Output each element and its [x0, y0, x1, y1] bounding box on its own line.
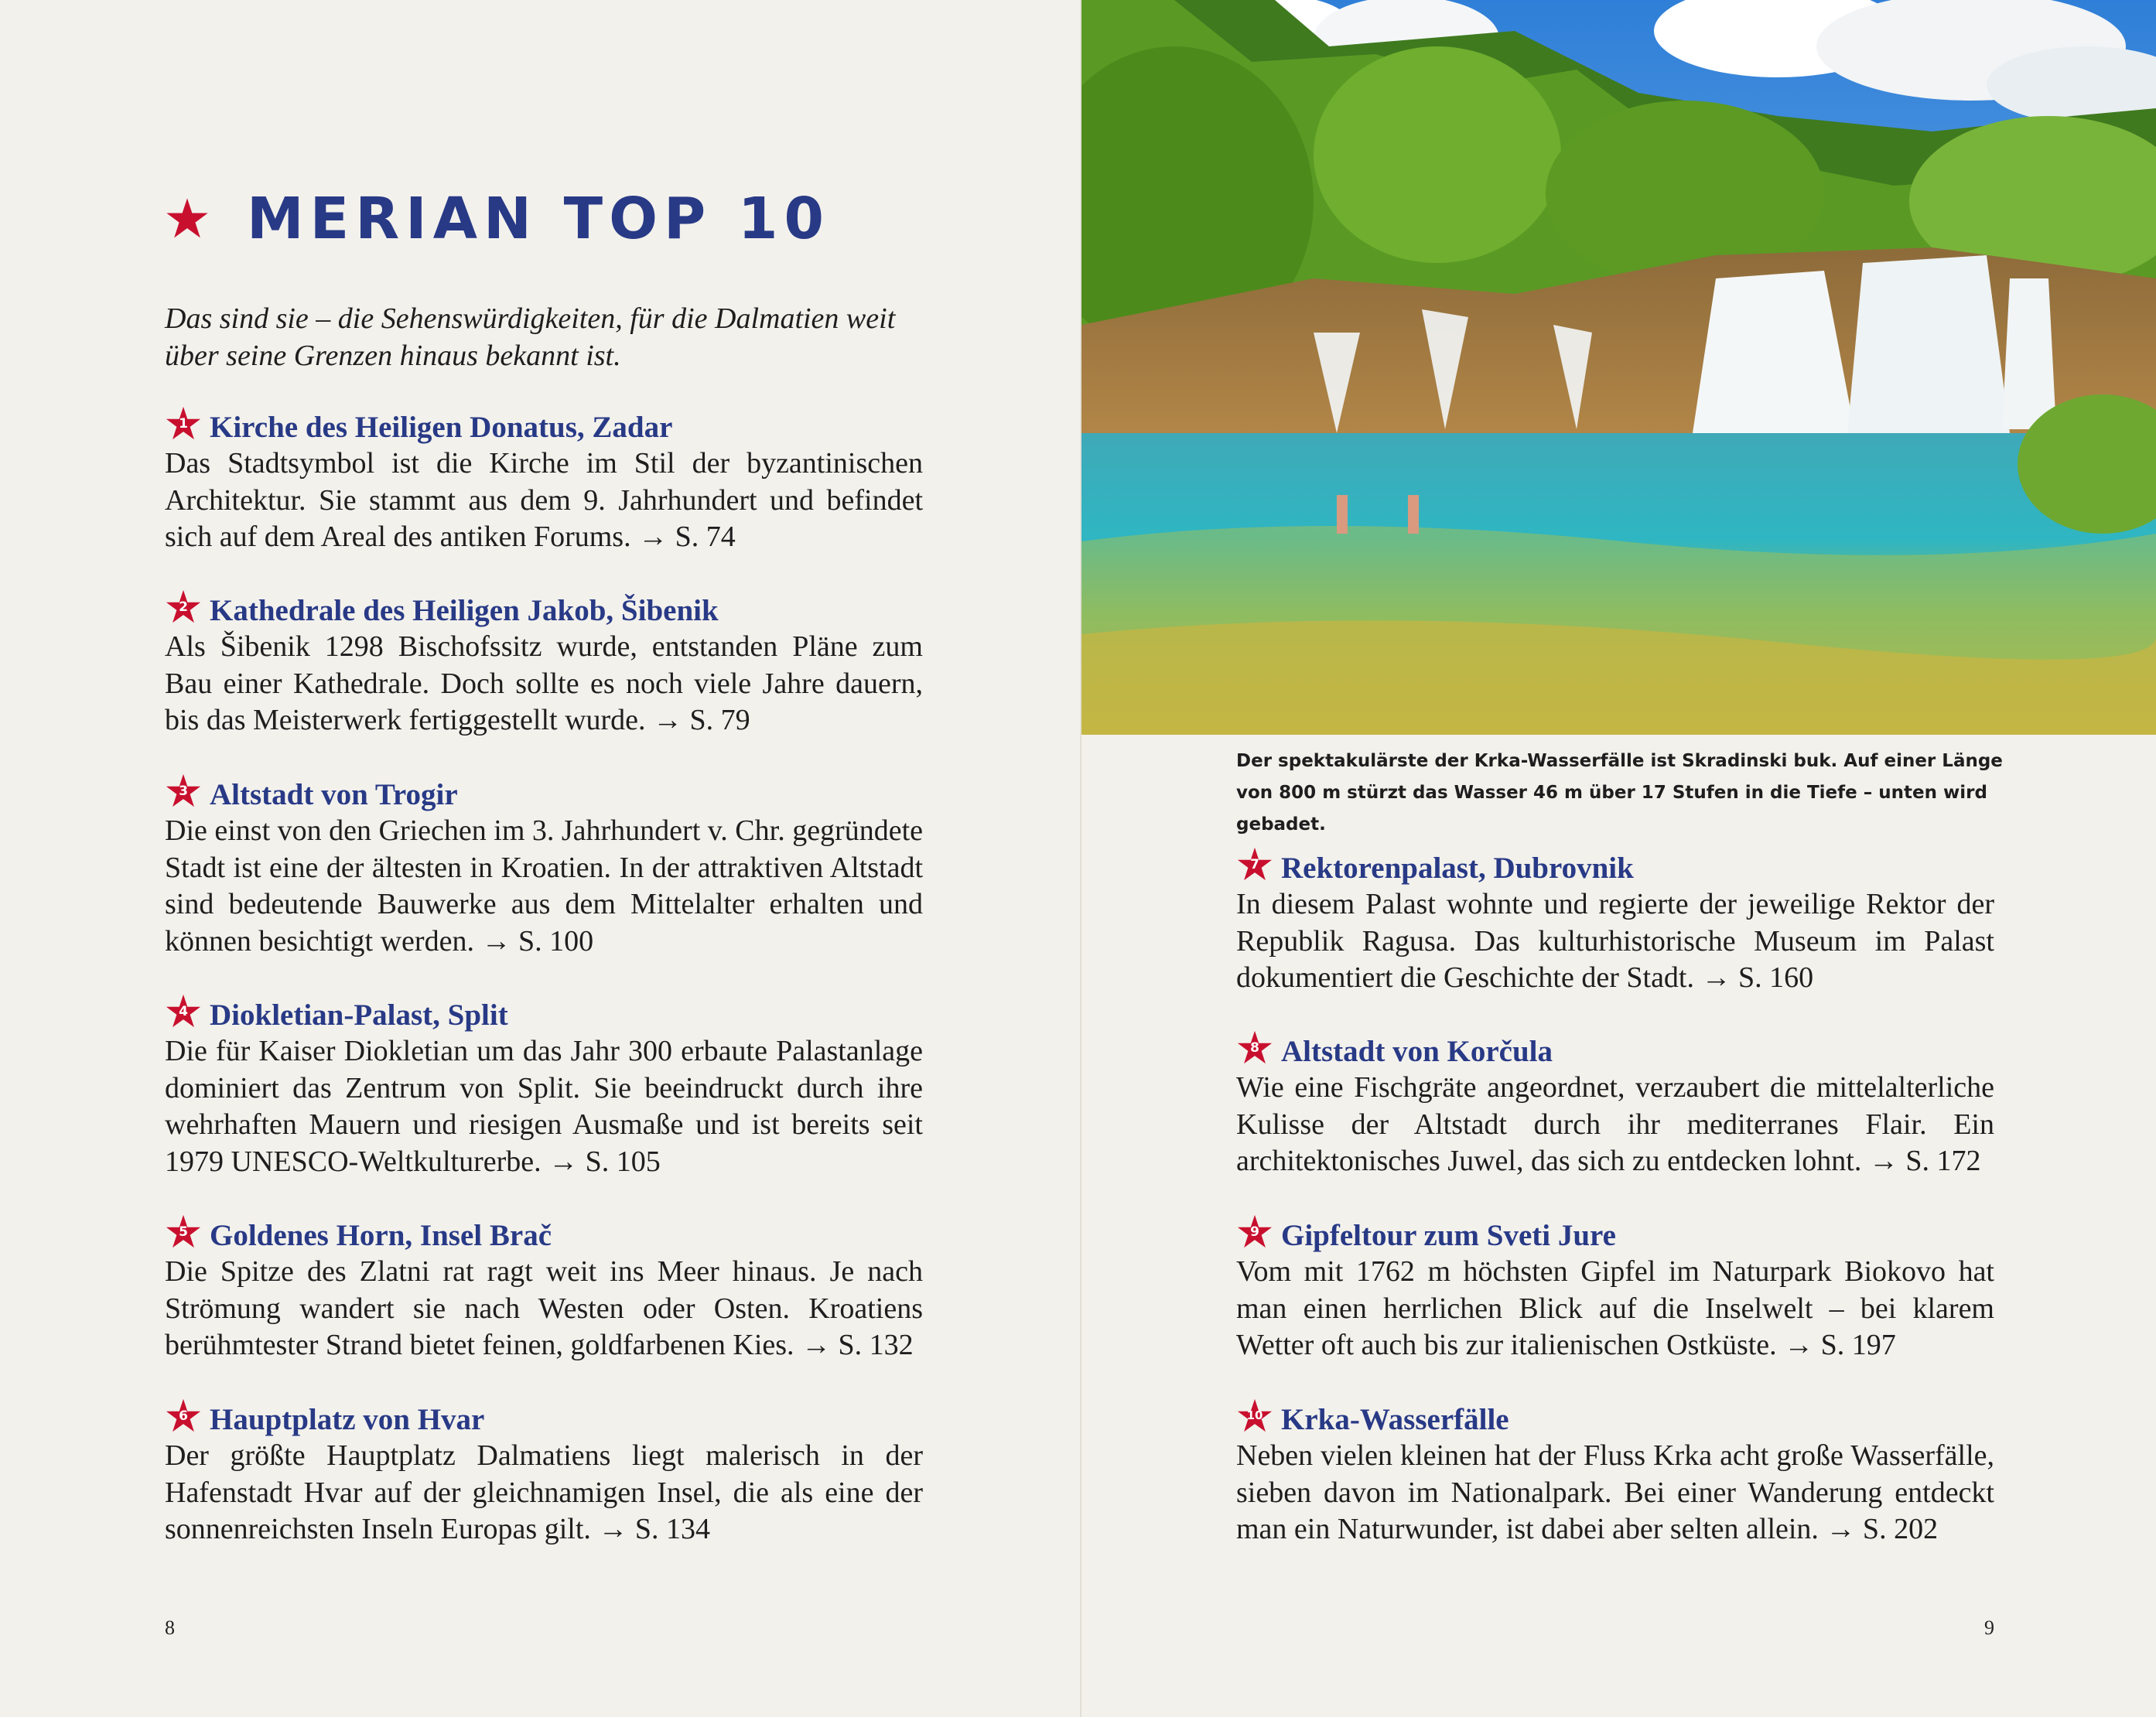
photo-caption: Der spektakulärste der Krka-Wasserfälle ist Skradinski buk. Auf einer Länge von 800 m stürzt das Wasser 46 m über 17 Stufen in die Tiefe – unten wird gebadet.	[1236, 751, 2003, 835]
waterfall-photo	[1081, 0, 2156, 735]
star-number-badge: 4	[165, 993, 202, 1030]
entry-title: Diokletian-Palast, Split	[210, 998, 508, 1032]
entry-text: Die Spitze des Zlatni rat ragt weit ins Meer hinaus. Je nach Strömung wandert sie nach Westen oder Osten. Kroatiens berühmtester Strand bietet feinen, goldfarbenen Kies. → S. 132	[165, 1255, 923, 1361]
star-number-badge: 3	[165, 773, 202, 810]
top10-entry-10	[1236, 1401, 1994, 1548]
entry-text: Als Šibenik 1298 Bischofssitz wurde, entstanden Pläne zum Bau einer Kathedrale. Doch sollte es noch viele Jahre dauern, bis das Meisterwerk fertiggestellt wurde. → S. 79	[165, 630, 923, 736]
entry-text: Wie eine Fischgräte angeordnet, verzaubert die mittelalterliche Kulisse der Altstadt durch ihr mediterranes Flair. Ein architektonisches Juwel, das sich zu entdecken lohnt. → S. 172	[1236, 1071, 1994, 1177]
entry-title: Altstadt von Korčula	[1281, 1034, 1553, 1068]
entry-text: Neben vielen kleinen hat der Fluss Krka acht große Wasserfälle, sieben davon im Nationalpark. Bei einer Wanderung entdeckt man ein Naturwunder, ist dabei aber selten allein. → S. 202	[1236, 1439, 1994, 1545]
top10-entry-2	[165, 592, 923, 739]
entry-title: Gipfeltour zum Sveti Jure	[1281, 1218, 1616, 1252]
intro-text: Das sind sie – die Sehenswürdigkeiten, für die Dalmatien weit über seine Grenzen hinaus bekannt ist.	[165, 302, 896, 372]
star-number-badge: 9	[1236, 1214, 1273, 1251]
entry-text: Das Stadtsymbol ist die Kirche im Stil der byzantinischen Architektur. Sie stammt aus dem 9. Jahrhundert und befindet sich auf dem Areal des antiken Forums. → S. 74	[165, 447, 923, 553]
top10-entry-4	[165, 996, 923, 1180]
entry-text: In diesem Palast wohnte und regierte der jeweilige Rektor der Republik Ragusa. Das kulturhistorische Museum im Palast dokumentiert die Geschichte der Stadt. → S. 160	[1236, 888, 1994, 994]
top10-entry-1	[165, 408, 923, 556]
top10-entry-9	[1236, 1217, 1994, 1364]
entry-title: Kathedrale des Heiligen Jakob, Šibenik	[210, 593, 719, 627]
entry-title: Krka-Wasserfälle	[1281, 1402, 1509, 1436]
top10-entry-3	[165, 776, 923, 960]
entry-title: Rektorenpalast, Dubrovnik	[1281, 851, 1634, 885]
star-number-badge: 5	[165, 1214, 202, 1251]
star-number-badge: 10	[1236, 1398, 1273, 1435]
entry-text: Die für Kaiser Diokletian um das Jahr 300 erbaute Palastanlage dominiert das Zentrum von Split. Sie beeindruckt durch ihre wehrhaften Mauern und riesigen Ausmaße und ist bereits seit 1979 UNESCO-Weltkulturerbe. → S. 105	[165, 1035, 923, 1178]
entry-title: Altstadt von Trogir	[210, 777, 458, 811]
star-number-badge: 1	[165, 405, 202, 442]
star-number-badge: 6	[165, 1398, 202, 1435]
entry-title: Hauptplatz von Hvar	[210, 1402, 485, 1436]
page-title	[165, 186, 830, 252]
page-number: 8	[165, 1616, 175, 1639]
top10-entry-6	[165, 1401, 923, 1548]
entry-text: Der größte Hauptplatz Dalmatiens liegt malerisch in der Hafenstadt Hvar auf der gleichnamigen Insel, die als eine der sonnenreichsten Inseln Europas gilt. → S. 134	[165, 1439, 923, 1545]
entry-text: Die einst von den Griechen im 3. Jahrhundert v. Chr. gegründete Stadt ist eine der ältesten in Kroatien. In der attraktiven Altstadt sind bedeutende Bauwerke aus dem Mittelalter erhalten und können besichtigt werden. → S. 100	[165, 814, 924, 957]
star-number-badge: 7	[1236, 846, 1273, 883]
top10-entry-8	[1236, 1033, 1994, 1180]
page-number: 9	[1984, 1616, 1994, 1639]
heading-text: MERIAN TOP 10	[247, 186, 831, 252]
star-number-badge: 8	[1236, 1029, 1273, 1067]
right-page	[1081, 0, 2156, 1717]
entry-text: Vom mit 1762 m höchsten Gipfel im Naturpark Biokovo hat man einen herrlichen Blick auf die Inselwelt – bei klarem Wetter oft auch bis zur italienischen Ostküste. → S. 197	[1236, 1255, 1994, 1361]
top10-entry-5	[165, 1217, 923, 1364]
star-icon	[165, 196, 210, 241]
star-number-badge: 2	[165, 589, 202, 626]
top10-entry-7	[1236, 849, 1994, 997]
entry-title: Goldenes Horn, Insel Brač	[210, 1218, 552, 1252]
entry-title: Kirche des Heiligen Donatus, Zadar	[210, 410, 673, 444]
